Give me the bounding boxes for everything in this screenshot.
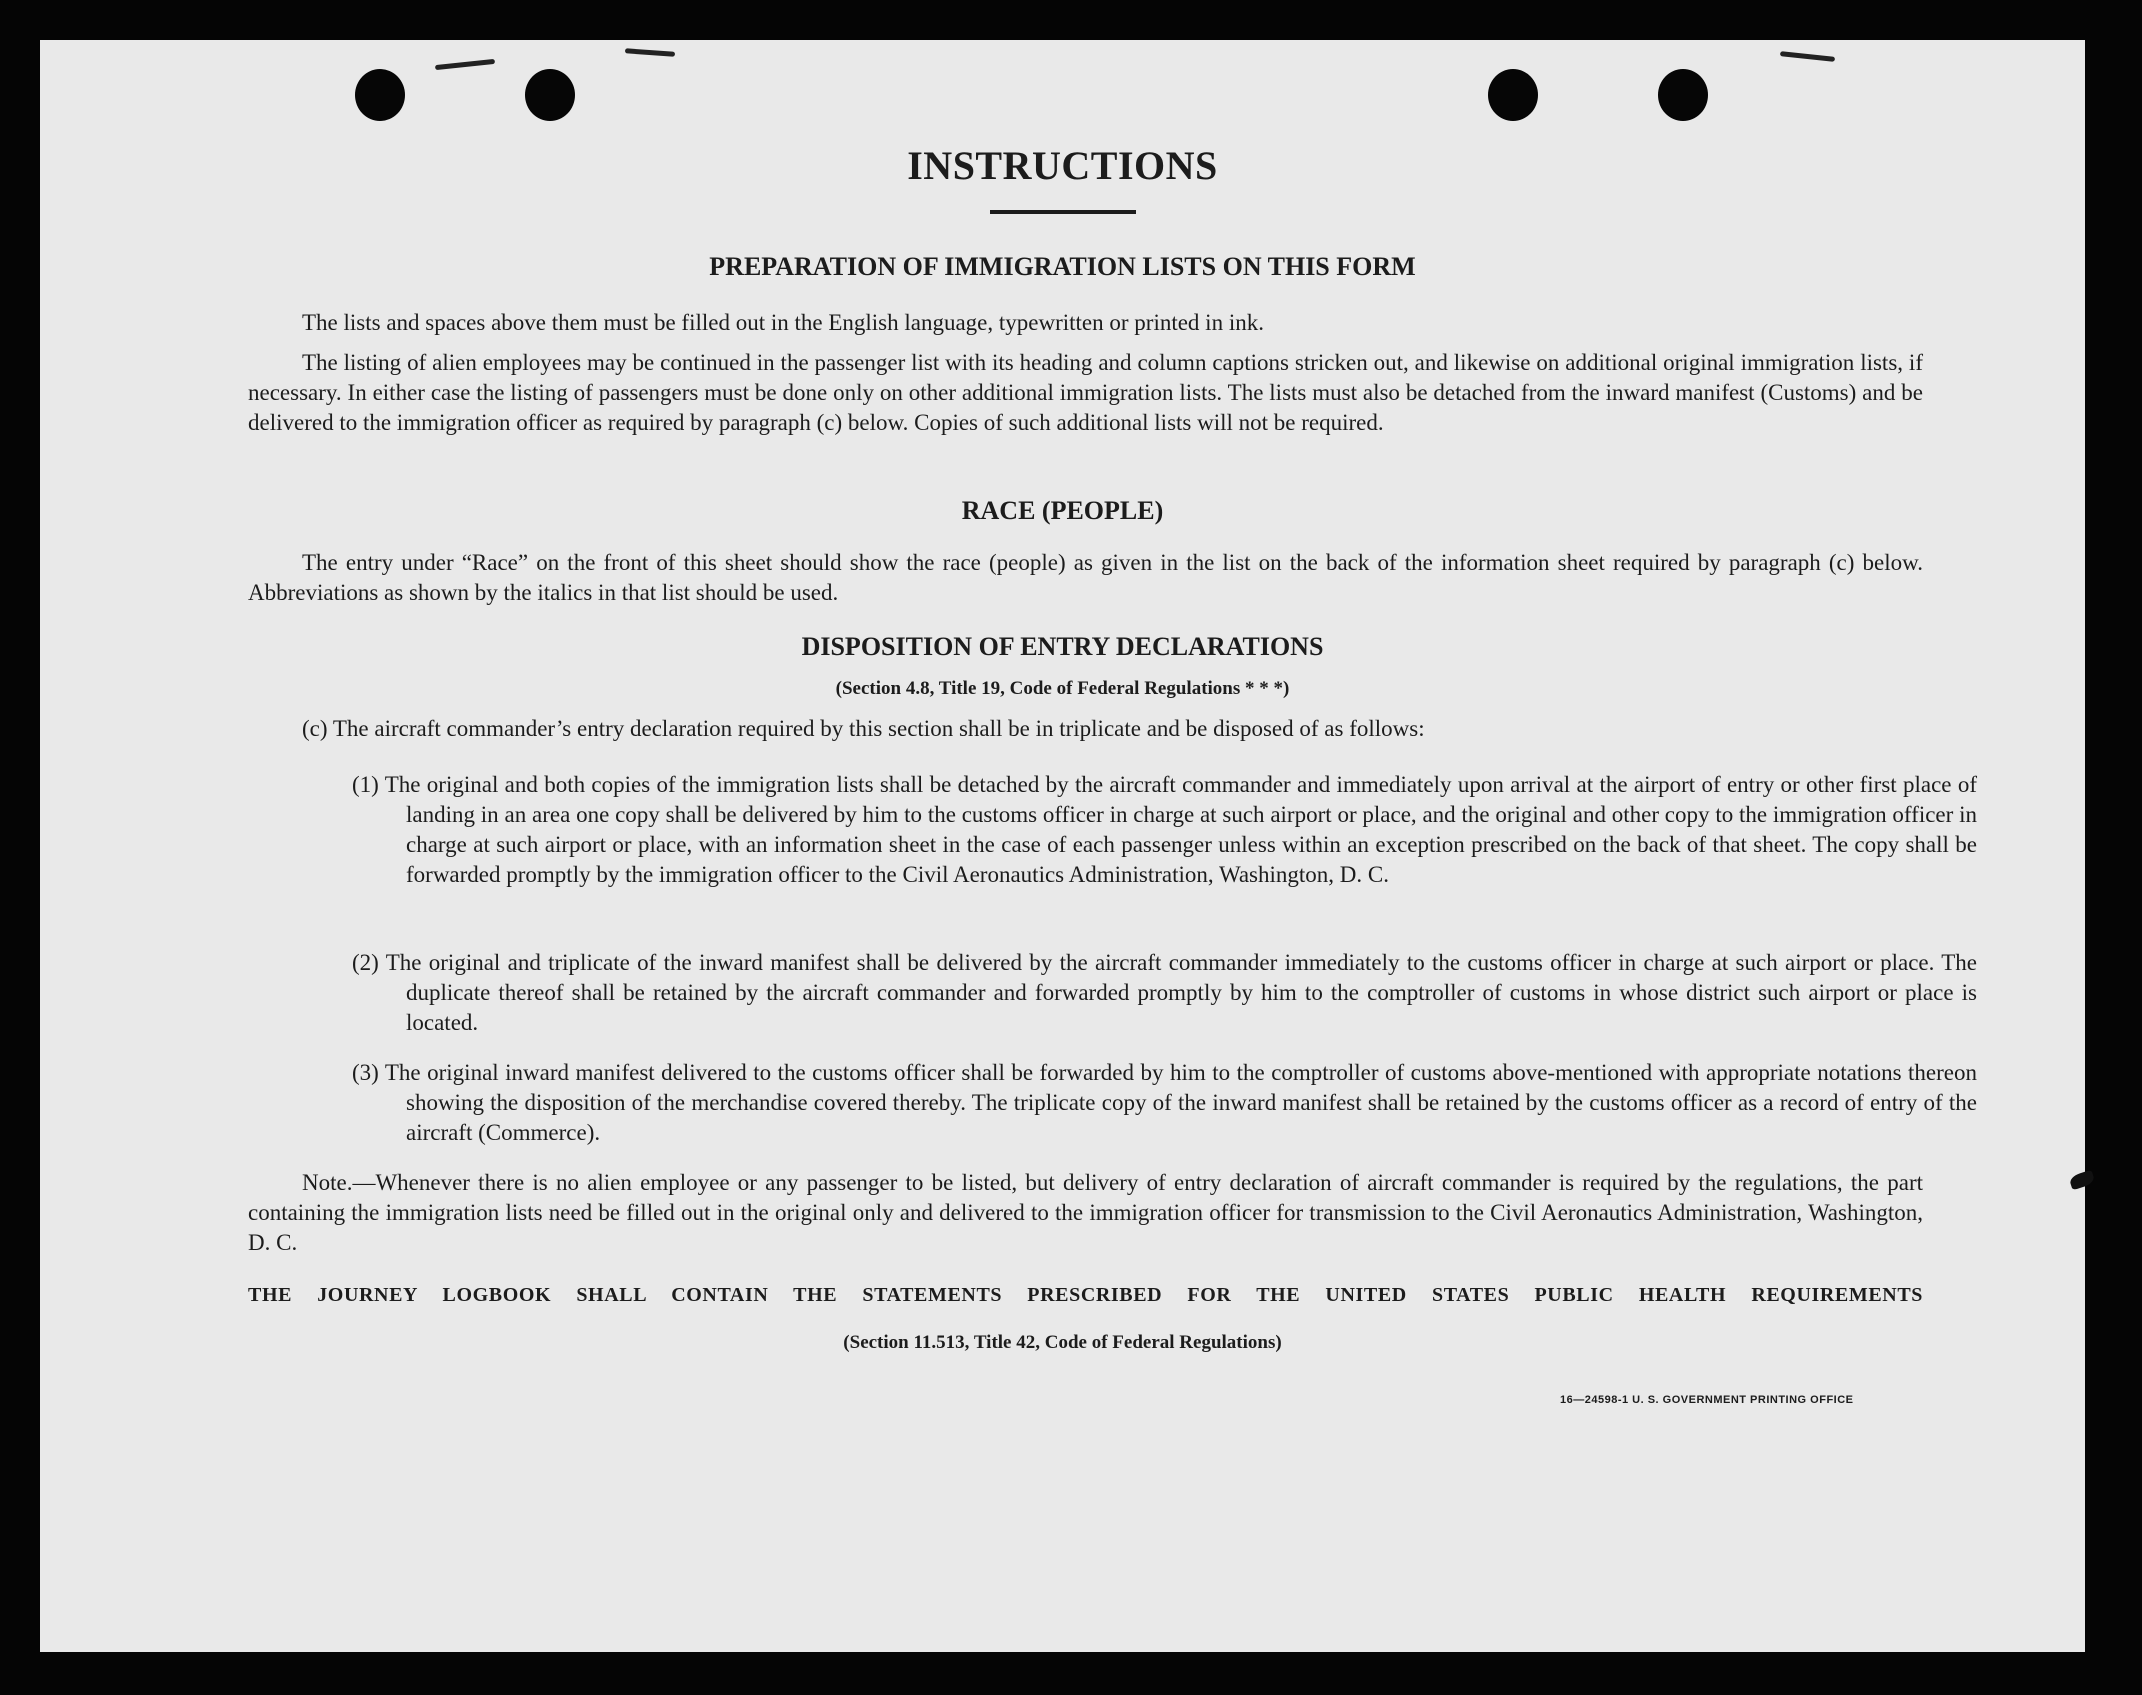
list-item: (1) The original and both copies of the immigration lists shall be detached by the aircraft commander and immediately upon arrival at the airport of entry or other first place of landing in an area one copy shall be delivered by him to the customs officer in charge at such airport or place, and the original and other copy to the immigration officer in charge at such airport or place, with an information sheet in the case of each passenger unless within an exception prescribed on the back of that sheet. The copy shall be forwarded promptly by the immigration officer to the Civil Aeronautics Administration, Washington, D. C.: [352, 772, 1977, 887]
scan-mark: [625, 48, 675, 56]
paragraph-race-entry: The entry under “Race” on the front of this sheet should show the race (people) as given in the list on the back of the information sheet required by paragraph (c) below. Abbreviations as shown by the italics in that list should be used.: [248, 550, 1923, 605]
punch-hole: [1488, 69, 1538, 121]
list-item: (2) The original and triplicate of the inward manifest shall be delivered by the aircraft commander immediately to the customs officer in charge at such airport or place. The duplicate thereof shall be retained by the aircraft commander and forwarded promptly by him to the comptroller of customs in whose district such airport or place is located.: [352, 950, 1977, 1035]
punch-hole: [1658, 69, 1708, 121]
printing-office-code: 16—24598-1 U. S. GOVERNMENT PRINTING OFFICE: [1560, 1394, 1854, 1406]
paragraph-alien-employees: The listing of alien employees may be continued in the passenger list with its heading and column captions stricken out, and likewise on additional original immigration lists, if necessary. In either case the listing of passengers must be done only on other additional immigration lists. The lists must also be detached from the inward manifest (Customs) and be delivered to the immigration officer as required by paragraph (c) below. Copies of such additional lists will not be required.: [248, 350, 1923, 435]
document-page: [40, 40, 2085, 1652]
page-title: INSTRUCTIONS: [907, 143, 1218, 188]
title-underline: [990, 210, 1136, 214]
logbook-statement: THE JOURNEY LOGBOOK SHALL CONTAIN THE STATEMENTS PRESCRIBED FOR THE UNITED STATES PUBLIC HEALTH REQUIREMENTS: [248, 1284, 1923, 1306]
logbook-citation: (Section 11.513, Title 42, Code of Federal Regulations): [843, 1332, 1282, 1353]
paragraph-entry-declaration-intro: (c) The aircraft commander’s entry declaration required by this section shall be in triplicate and be disposed of as follows:: [302, 716, 1425, 741]
scan-mark: [1780, 51, 1835, 62]
paragraph-lists-language: The lists and spaces above them must be filled out in the English language, typewritten or printed in ink.: [302, 310, 1264, 335]
punch-hole: [355, 69, 405, 121]
section-heading-disposition: DISPOSITION OF ENTRY DECLARATIONS: [801, 632, 1324, 661]
punch-hole: [525, 69, 575, 121]
section-heading-preparation: PREPARATION OF IMMIGRATION LISTS ON THIS FORM: [709, 252, 1416, 281]
section-citation: (Section 4.8, Title 19, Code of Federal Regulations * * *): [835, 678, 1290, 699]
section-heading-race: RACE (PEOPLE): [961, 496, 1164, 525]
list-item: (3) The original inward manifest delivered to the customs officer shall be forwarded by him to the comptroller of customs above-mentioned with appropriate notations thereon showing the disposition of the merchandise covered thereby. The triplicate copy of the inward manifest shall be retained by the customs officer as a record of entry of the aircraft (Commerce).: [352, 1060, 1977, 1145]
paragraph-note: Note.—Whenever there is no alien employee or any passenger to be listed, but delivery of entry declaration of aircraft commander is required by the regulations, the part containing the immigration lists need be filled out in the original only and delivered to the immigration officer for transmission to the Civil Aeronautics Administration, Washington, D. C.: [248, 1170, 1923, 1255]
scan-mark: [435, 59, 495, 70]
scan-mark: [2068, 1170, 2095, 1191]
